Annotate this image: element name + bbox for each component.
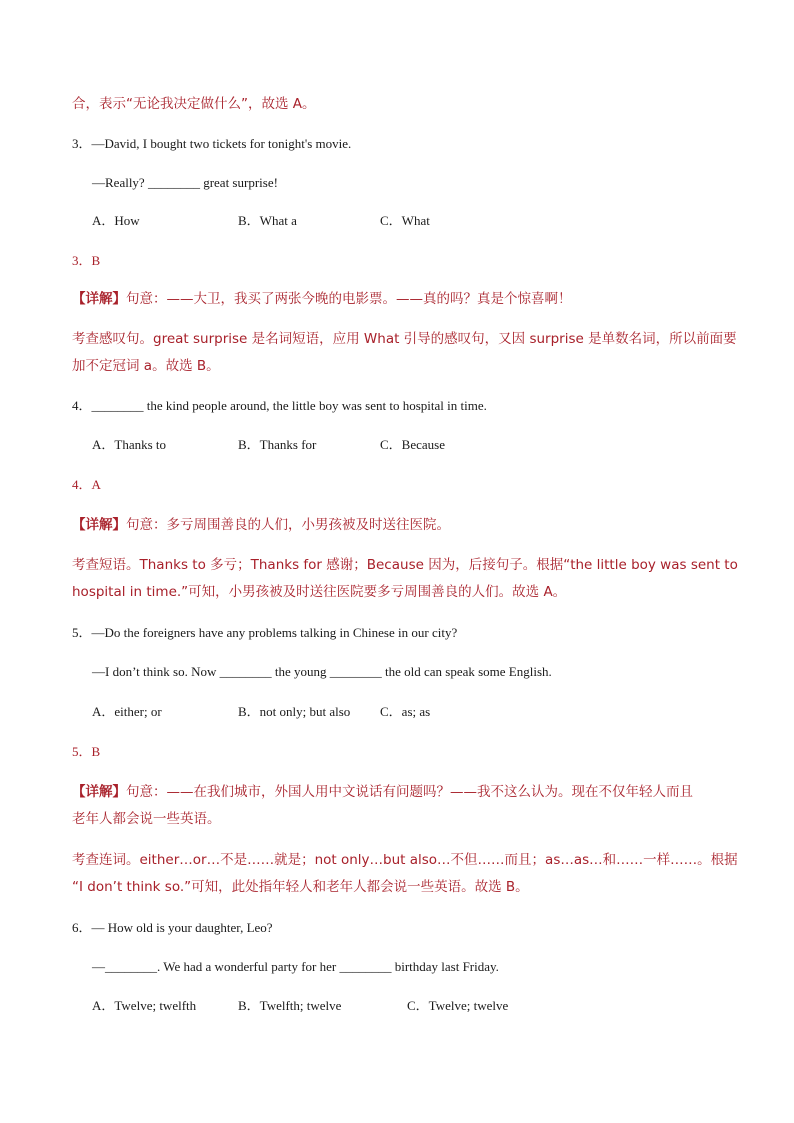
question-4-option-b: B．Thanks for [238, 437, 317, 452]
question-5-analysis-line-1: 考查连词。either…or…不是……就是；not only…but also…不但……而且；as…as…和……一样……。根据 [72, 852, 738, 868]
question-6-option-b: B．Twelfth; twelve [238, 998, 342, 1013]
question-5-option-b: B．not only; but also [238, 704, 351, 719]
question-3-option-c: C．What [380, 213, 430, 228]
detail-text: 句意：——在我们城市，外国人用中文说话有问题吗？——我不这么认为。现在不仅年轻人而且 [126, 784, 693, 800]
question-3-option-a: A．How [92, 213, 140, 228]
question-6-reply: —________. We had a wonderful party for her ________ birthday last Friday. [92, 959, 499, 974]
question-5-option-a: A．either; or [92, 704, 162, 719]
question-5-answer: 5．B [72, 744, 101, 759]
question-5-option-c: C．as; as [380, 704, 431, 719]
question-5-analysis-line-2: “I don’t think so.”可知，此处指年轻人和老年人都会说一些英语。故选 B。 [72, 879, 529, 895]
question-4-option-a: A．Thanks to [92, 437, 167, 452]
previous-explanation-tail [72, 95, 316, 113]
question-6-option-a: A．Twelve; twelfth [92, 998, 197, 1013]
intro-text: 合，表示“无论我决定做什么”，故选 A。 [72, 96, 316, 112]
question-6-stem: 6．— How old is your daughter, Leo? [72, 920, 273, 935]
question-3-reply: —Really? ________ great surprise! [92, 175, 278, 190]
question-4-analysis-line-2: hospital in time.”可知，小男孩被及时送往医院要多亏周围善良的人们。故选 A。 [72, 584, 567, 600]
question-4-detail [72, 516, 450, 534]
detail-tag: 【详解】 [72, 291, 126, 307]
detail-text: 句意：多亏周围善良的人们，小男孩被及时送往医院。 [126, 517, 450, 533]
question-4-option-c: C．Because [380, 437, 445, 452]
detail-tag: 【详解】 [72, 517, 126, 533]
question-4-answer: 4．A [72, 477, 101, 492]
question-3-answer: 3．B [72, 253, 101, 268]
question-3-detail [72, 290, 572, 308]
detail-tag: 【详解】 [72, 784, 126, 800]
question-5-detail-line-1 [72, 783, 693, 801]
question-3-analysis-line-2: 加不定冠词 a。故选 B。 [72, 358, 220, 374]
question-5-detail-line-2: 老年人都会说一些英语。 [72, 811, 221, 827]
question-3-option-b: B．What a [238, 213, 297, 228]
question-3-stem: 3．—David, I bought two tickets for tonight's movie. [72, 136, 352, 151]
question-6-option-c: C．Twelve; twelve [407, 998, 509, 1013]
detail-text: 句意：——大卫，我买了两张今晚的电影票。——真的吗？真是个惊喜啊！ [126, 291, 572, 307]
question-4-analysis-line-1: 考查短语。Thanks to 多亏；Thanks for 感谢；Because 因为，后接句子。根据“the little boy was sent to [72, 557, 738, 573]
question-5-reply: —I don’t think so. Now ________ the young ________ the old can speak some English. [92, 664, 552, 679]
question-3-analysis-line-1: 考查感叹句。great surprise 是名词短语，应用 What 引导的感叹句，又因 surprise 是单数名词，所以前面要 [72, 331, 737, 347]
question-5-stem: 5．—Do the foreigners have any problems talking in Chinese in our city? [72, 625, 458, 640]
question-4-stem: 4．________ the kind people around, the little boy was sent to hospital in time. [72, 398, 487, 413]
